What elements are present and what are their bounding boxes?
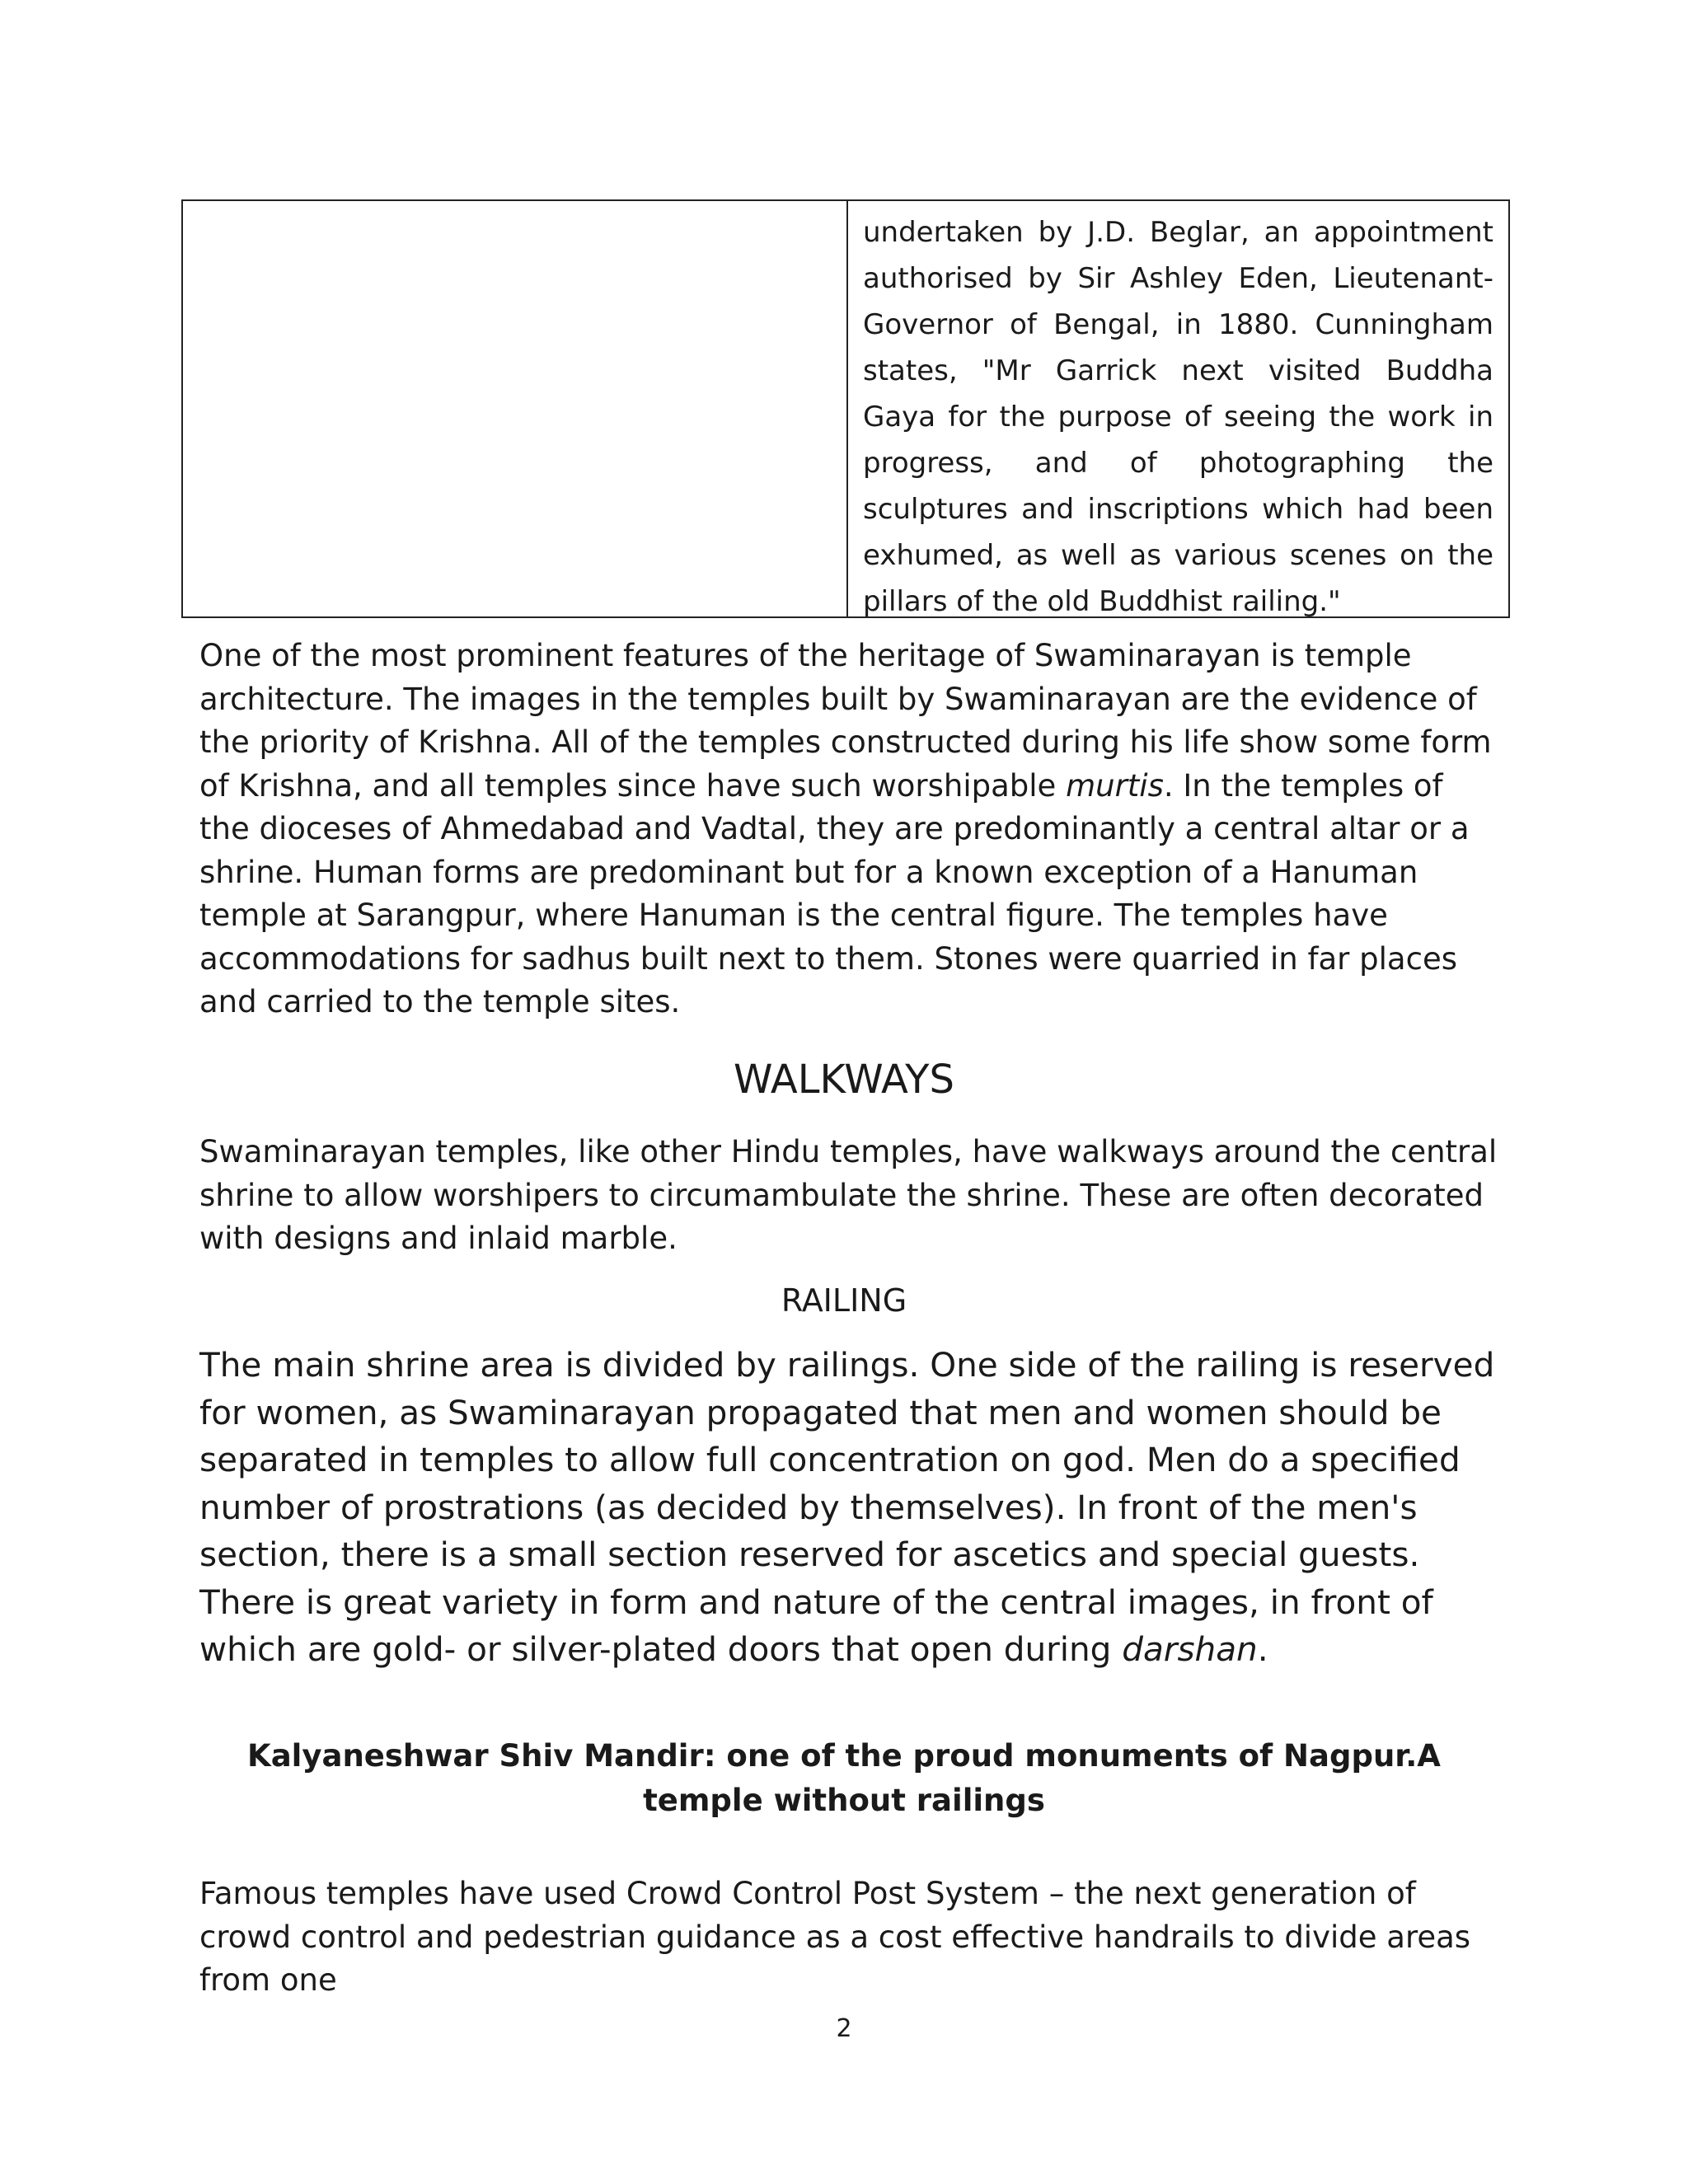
- intro-text-1: One of the most prominent features of the heritage of Swaminarayan is temple architecture. The images in the temples built by Swaminarayan are the evidence of the priority of Krishna. All of the temples constructed during his life show some form of Krishna, and all temples since have such worshipable: [199, 638, 1492, 804]
- intro-text-2: . In the temples of the dioceses of Ahmedabad and Vadtal, they are predominantly a central altar or a shrine. Human forms are predominant but for a known exception of a Hanuman temple at Sarangpur, where Hanuman is the central figure. The temples have accommodations for sadhus built next to them. Stones were quarried in far places and carried to the temple sites.: [199, 767, 1470, 1019]
- railing-heading: RAILING: [781, 1282, 907, 1319]
- walkways-heading: WALKWAYS: [734, 1057, 954, 1103]
- railing-text-2: .: [1257, 1629, 1268, 1669]
- intro-paragraph: [199, 635, 1502, 1024]
- intro-italic-murtis: murtis: [1066, 767, 1164, 804]
- page-number: 2: [836, 2014, 852, 2043]
- railing-text-1: The main shrine area is divided by railings. One side of the railing is reserved for women, as Swaminarayan propagated that men and women should be separated in temples to allow full concentration on god. Men do a specified number of prostrations (as decided by themselves). In front of the men's section, there is a small section reserved for ascetics and special guests. There is great variety in form and nature of the central images, in front of which are gold- or silver-plated doors that open during: [199, 1345, 1495, 1669]
- railing-italic-darshan: darshan: [1122, 1629, 1258, 1669]
- image-caption: Kalyaneshwar Shiv Mandir: one of the proud monuments of Nagpur.A temple without railings: [247, 1738, 1441, 1818]
- table-right-cell: undertaken by J.D. Beglar, an appointment authorised by Sir Ashley Eden, Lieutenant-Governor of Bengal, in 1880. Cunningham states, "Mr Garrick next visited Buddha Gaya for the purpose of seeing the work in progress, and of photographing the sculptures and inscriptions which had been exhumed, as well as various scenes on the pillars of the old Buddhist railing.": [863, 216, 1493, 618]
- walkways-paragraph: Swaminarayan temples, like other Hindu temples, have walkways around the central shrine to allow worshipers to circumambulate the shrine. These are often decorated with designs and inlaid marble.: [199, 1134, 1498, 1256]
- continuation-table: [181, 199, 1510, 618]
- crowd-control-paragraph: Famous temples have used Crowd Control Post System – the next generation of crowd control and pedestrian guidance as a cost effective handrails to divide areas from one: [199, 1876, 1471, 1998]
- table-left-cell: [183, 201, 848, 616]
- railing-paragraph: [199, 1342, 1510, 1674]
